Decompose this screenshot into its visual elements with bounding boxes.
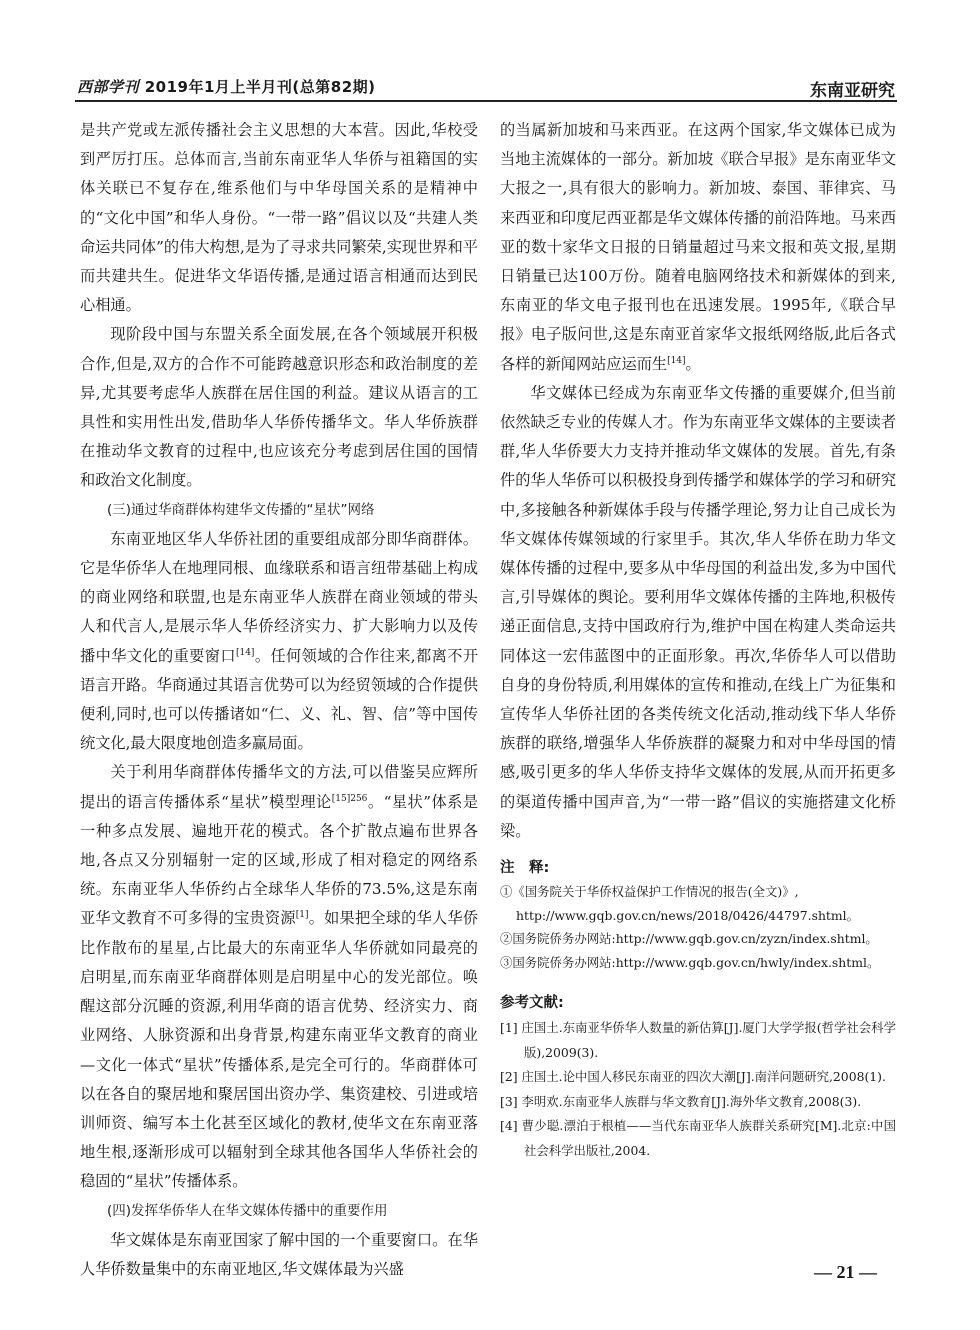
reference-item: [3] 李明欢.东南亚华人族群与华文教育[J].海外华文教育,2008(3).	[500, 1093, 862, 1109]
paragraph-text: 。如果把全球的华人华侨比作散布的星星,占比最大的东南亚华人华侨就如同最亮的启明星,而东南亚华商群体则是启明星中心的发光部位。唤醒这部分沉睡的资源,利用华商的语言优势、经济实力、商业网络、人脉资源和出身背景,构建东南亚华文教育的商业—文化一体式“星状”传播体系,是完全可行的。华商群体可以在各自的聚居地和聚居国出资办学、集资建校、引进或培训师资、编写本土化甚至区域化的教材,使华文在东南亚落地生根,逐渐形成可以辐射到全球其他各国华人华侨社会的稳固的“星状”传播体系。	[80, 909, 479, 1191]
left-column	[80, 116, 478, 1284]
paragraph: 华文媒体是东南亚国家了解中国的一个重要窗口。在华人华侨数量集中的东南亚地区,华文媒体最为兴盛	[80, 1230, 478, 1278]
note-item: ①《国务院关于华侨权益保护工作情况的报告(全文)》, http://www.gqb.gov.cn/news/2018/0426/44797.shtml。	[500, 884, 860, 923]
page-number: — 21 —	[814, 1262, 877, 1282]
journal-name: 西部学刊	[77, 78, 140, 96]
paragraph-text: 东南亚地区华人华侨社团的重要组成部分即华商群体。它是华侨华人在地理同根、血缘联系和语言纽带基础上构成的商业网络和联盟,也是东南亚华人族群在商业领域的带头人和代言人,是展示华人华侨经济实力、扩大影响力以及传播中华文化的重要窗口	[80, 529, 478, 665]
paragraph-text: 的当属新加坡和马来西亚。在这两个国家,华文媒体已成为当地主流媒体的一部分。新加坡《联合早报》是东南亚华文大报之一,具有很大的影响力。新加坡、泰国、菲律宾、马来西亚和印度尼西亚都是华文媒体传播的前沿阵地。马来西亚的数十家华文日报的日销量超过马来文报和英文报,星期日销量已达100万份。随着电脑网络技术和新媒体的到来,东南亚的华文电子报刊也在迅速发展。1995年,《联合早报》电子版问世,这是东南亚首家华文报纸网络版,此后各式各样的新闻网站应运而生	[500, 121, 896, 373]
reference-item: [4] 曹少聪.漂泊于根植——当代东南亚华人族群关系研究[M].北京:中国社会科学出版社,2004.	[500, 1118, 896, 1158]
paragraph: 是共产党或左派传播社会主义思想的大本营。因此,华校受到严厉打压。总体而言,当前东南亚华人华侨与祖籍国的实体关联已不复存在,维系他们与中华母国关系的是精神中的“文化中国”和华人身份。“一带一路”倡议以及“共建人类命运共同体”的伟大构想,是为了寻求共同繁荣,实现世界和平而共建共生。促进华文华语传播,是通过语言相通而达到民心相通。	[80, 121, 478, 315]
subsection-heading: (四)发挥华侨华人在华文媒体传播中的重要作用	[107, 1202, 388, 1219]
citation: [14]	[235, 647, 255, 658]
paragraph: 华文媒体已经成为东南亚华文传播的重要媒介,但当前依然缺乏专业的传媒人才。作为东南亚华文媒体的主要读者群,华人华侨要大力支持并推动华文媒体的发展。首先,有条件的华人华侨可以积极投身到传播学和媒体学的学习和研究中,多接触各种新媒体手段与传播学理论,努力让自己成长为华文媒体传媒领域的行家里手。其次,华人华侨在助力华文媒体传播的过程中,要多从中华母国的利益出发,多为中国代言,引导媒体的舆论。要利用华文媒体传播的主阵地,积极传递正面信息,支持中国政府行为,维护中国在构建人类命运共同体这一宏伟蓝图中的正面形象。再次,华侨华人可以借助自身的身份特质,利用媒体的宣传和推动,在线上广为征集和宣传华人华侨社团的各类传统文化活动,推动线下华人华侨族群的联络,增强华人华侨族群的凝聚力和对中华母国的情感,吸引更多的华人华侨支持华文媒体的发展,从而开拓更多的渠道传播中国声音,为“一带一路”倡议的实施搭建文化桥梁。	[500, 383, 896, 840]
paragraph-text: 。“星状”体系是一种多点发展、遍地开花的模式。各个扩散点遍布世界各地,各点又分别辐射一定的区域,形成了相对稳定的网络系统。东南亚华人华侨约占全球华人华侨的73.5%,这是东南亚华文教育不可多得的宝贵资源	[80, 792, 479, 928]
notes-title: 注 释:	[500, 860, 550, 877]
citation: [14]	[667, 355, 686, 366]
references-title: 参考文献:	[500, 995, 564, 1012]
paragraph: 现阶段中国与东盟关系全面发展,在各个领域展开积极合作,但是,双方的合作不可能跨越意识形态和政治制度的差异,尤其要考虑华人族群在居住国的利益。建议从语言的工具性和实用性出发,借助华人华侨传播华文。华人华侨族群在推动华文教育的过程中,也应该充分考虑到居住国的国情和政治文化制度。	[80, 325, 478, 490]
reference-item: [1] 庄国土.东南亚华侨华人数量的新估算[J].厦门大学学报(哲学社会科学版),2009(3).	[500, 1020, 896, 1060]
issue-info: 2019年1月上半月刊(总第82期)	[144, 78, 376, 96]
subsection-heading: (三)通过华商群体构建华文传播的“星状”网络	[107, 501, 375, 518]
right-column	[500, 116, 896, 1163]
reference-item: [2] 庄国土.论中国人移民东南亚的四次大潮[J].南洋问题研究,2008(1).	[500, 1069, 886, 1085]
paragraph	[80, 758, 478, 1196]
citation: [15]256	[331, 793, 368, 804]
citation: [1]	[295, 910, 309, 921]
paragraph	[80, 525, 478, 759]
paragraph-text: 。任何领域的合作往来,都离不开语言开路。华商通过其语言优势可以为经贸领域的合作提供便利,同时,也可以传播诸如“仁、义、礼、智、信”等中国传统文化,最大限度地创造多赢局面。	[80, 646, 479, 753]
running-header	[75, 74, 897, 102]
paragraph-text: 。	[685, 354, 701, 373]
header-journal-info	[77, 76, 376, 97]
paragraph	[500, 116, 896, 379]
note-item: ②国务院侨务办网站:http://www.gqb.gov.cn/zyzn/index.shtml。	[500, 931, 878, 947]
section-title: 东南亚研究	[810, 81, 895, 101]
note-item: ③国务院侨务办网站:http://www.gqb.gov.cn/hwly/index.shtml。	[500, 954, 880, 970]
paragraph-text: 关于利用华商群体传播华文的方法,可以借鉴吴应辉所提出的语言传播体系“星状”模型理论	[80, 763, 478, 811]
